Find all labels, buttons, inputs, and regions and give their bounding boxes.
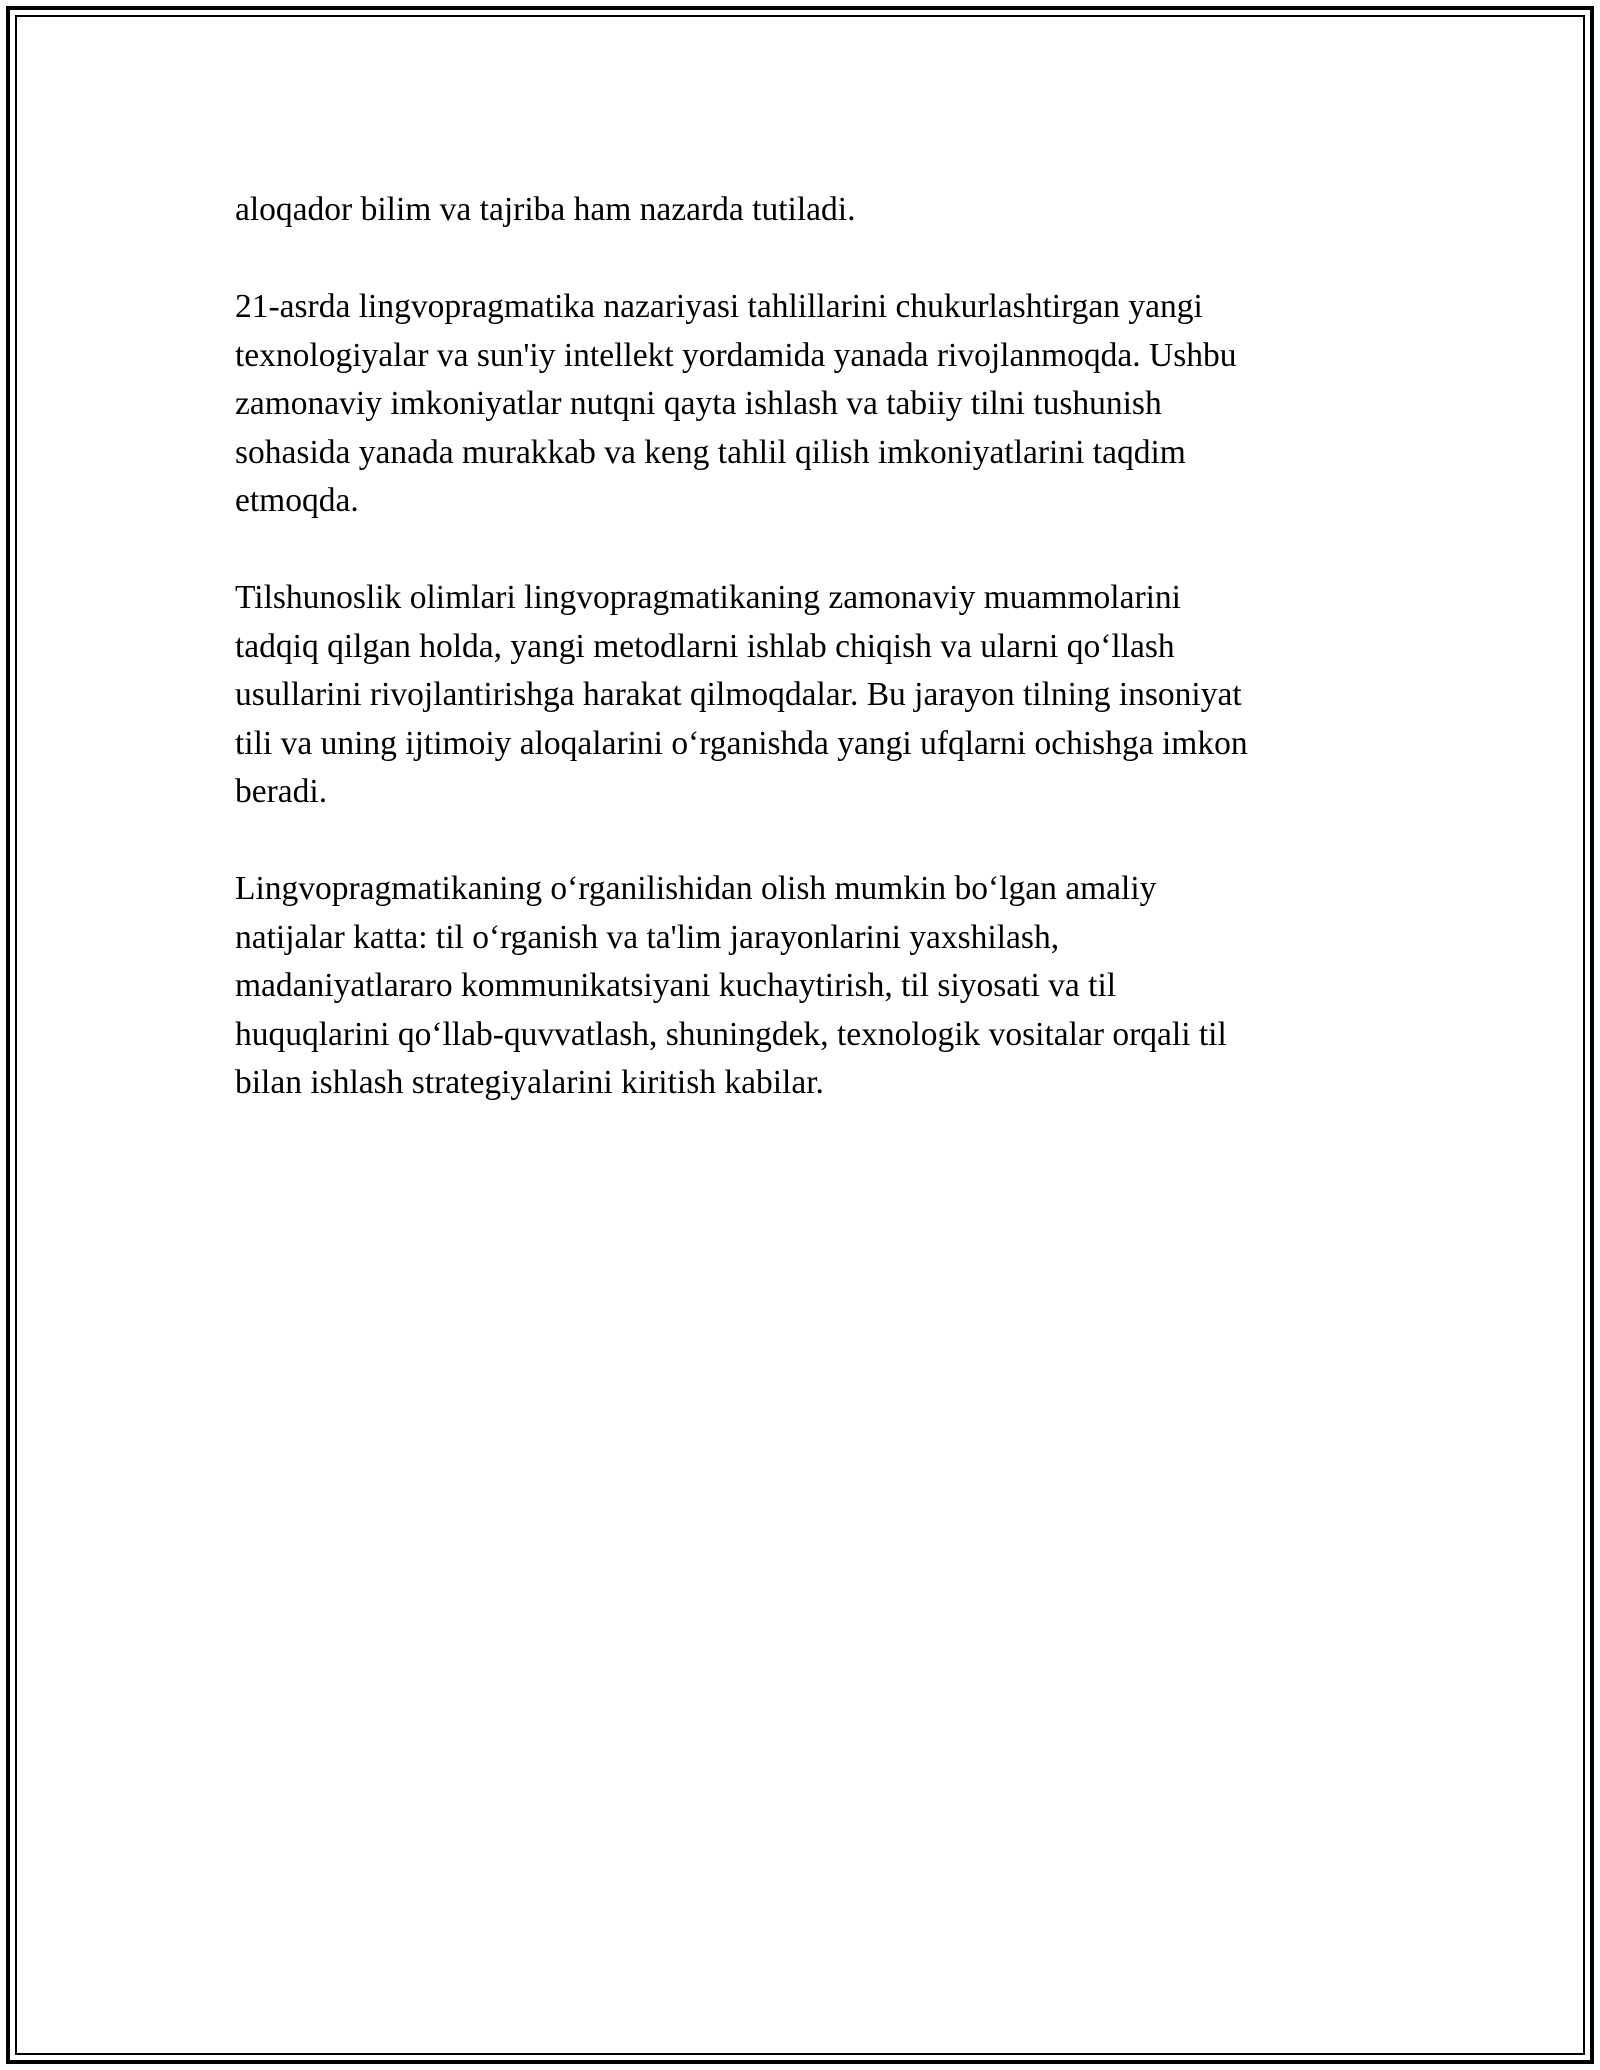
paragraph-3 bbox=[235, 574, 1365, 817]
text-line: natijalar katta: til o‘rganish va ta'lim jarayonlarini yaxshilash, bbox=[235, 918, 1060, 956]
text-line: madaniyatlararo kommunikatsiyani kuchaytirish, til siyosati va til bbox=[235, 967, 1117, 1004]
paragraph-1 bbox=[235, 186, 1365, 235]
text-line: usullarini rivojlantirishga harakat qilmoqdalar. Bu jarayon tilning insoniyat bbox=[235, 676, 1242, 713]
paragraph-4 bbox=[235, 865, 1365, 1108]
text-line: 21-asrda lingvopragmatika nazariyasi tahlillarini chukurlashtirgan yangi bbox=[235, 288, 1203, 325]
text-line: beradi. bbox=[235, 773, 328, 810]
text-line: bilan ishlash strategiyalarini kiritish kabilar. bbox=[235, 1064, 824, 1101]
text-line: Lingvopragmatikaning o‘rganilishidan olish mumkin bo‘lgan amaliy bbox=[235, 870, 1157, 907]
text-line: tili va uning ijtimoiy aloqalarini o‘rganishda yangi ufqlarni ochishga imkon bbox=[235, 724, 1248, 762]
text-line: zamonaviy imkoniyatlar nutqni qayta ishlash va tabiiy tilni tushunish bbox=[235, 385, 1162, 422]
text-line: etmoqda. bbox=[235, 482, 359, 519]
text-line: huquqlarini qo‘llab-quvvatlash, shuningdek, texnologik vositalar orqali til bbox=[235, 1015, 1227, 1053]
text-line: sohasida yanada murakkab va keng tahlil qilish imkoniyatlarini taqdim bbox=[235, 433, 1186, 471]
text-line: Tilshunoslik olimlari lingvopragmatikaning zamonaviy muammolarini bbox=[235, 579, 1181, 616]
text-line: texnologiyalar va sun'iy intellekt yordamida yanada rivojlanmoqda. Ushbu bbox=[235, 336, 1237, 374]
text-line: aloqador bilim va tajriba ham nazarda tutiladi. bbox=[235, 191, 856, 228]
paragraph-2 bbox=[235, 283, 1365, 526]
document-body bbox=[235, 186, 1365, 1108]
text-line: tadqiq qilgan holda, yangi metodlarni ishlab chiqish va ularni qo‘llash bbox=[235, 627, 1175, 665]
